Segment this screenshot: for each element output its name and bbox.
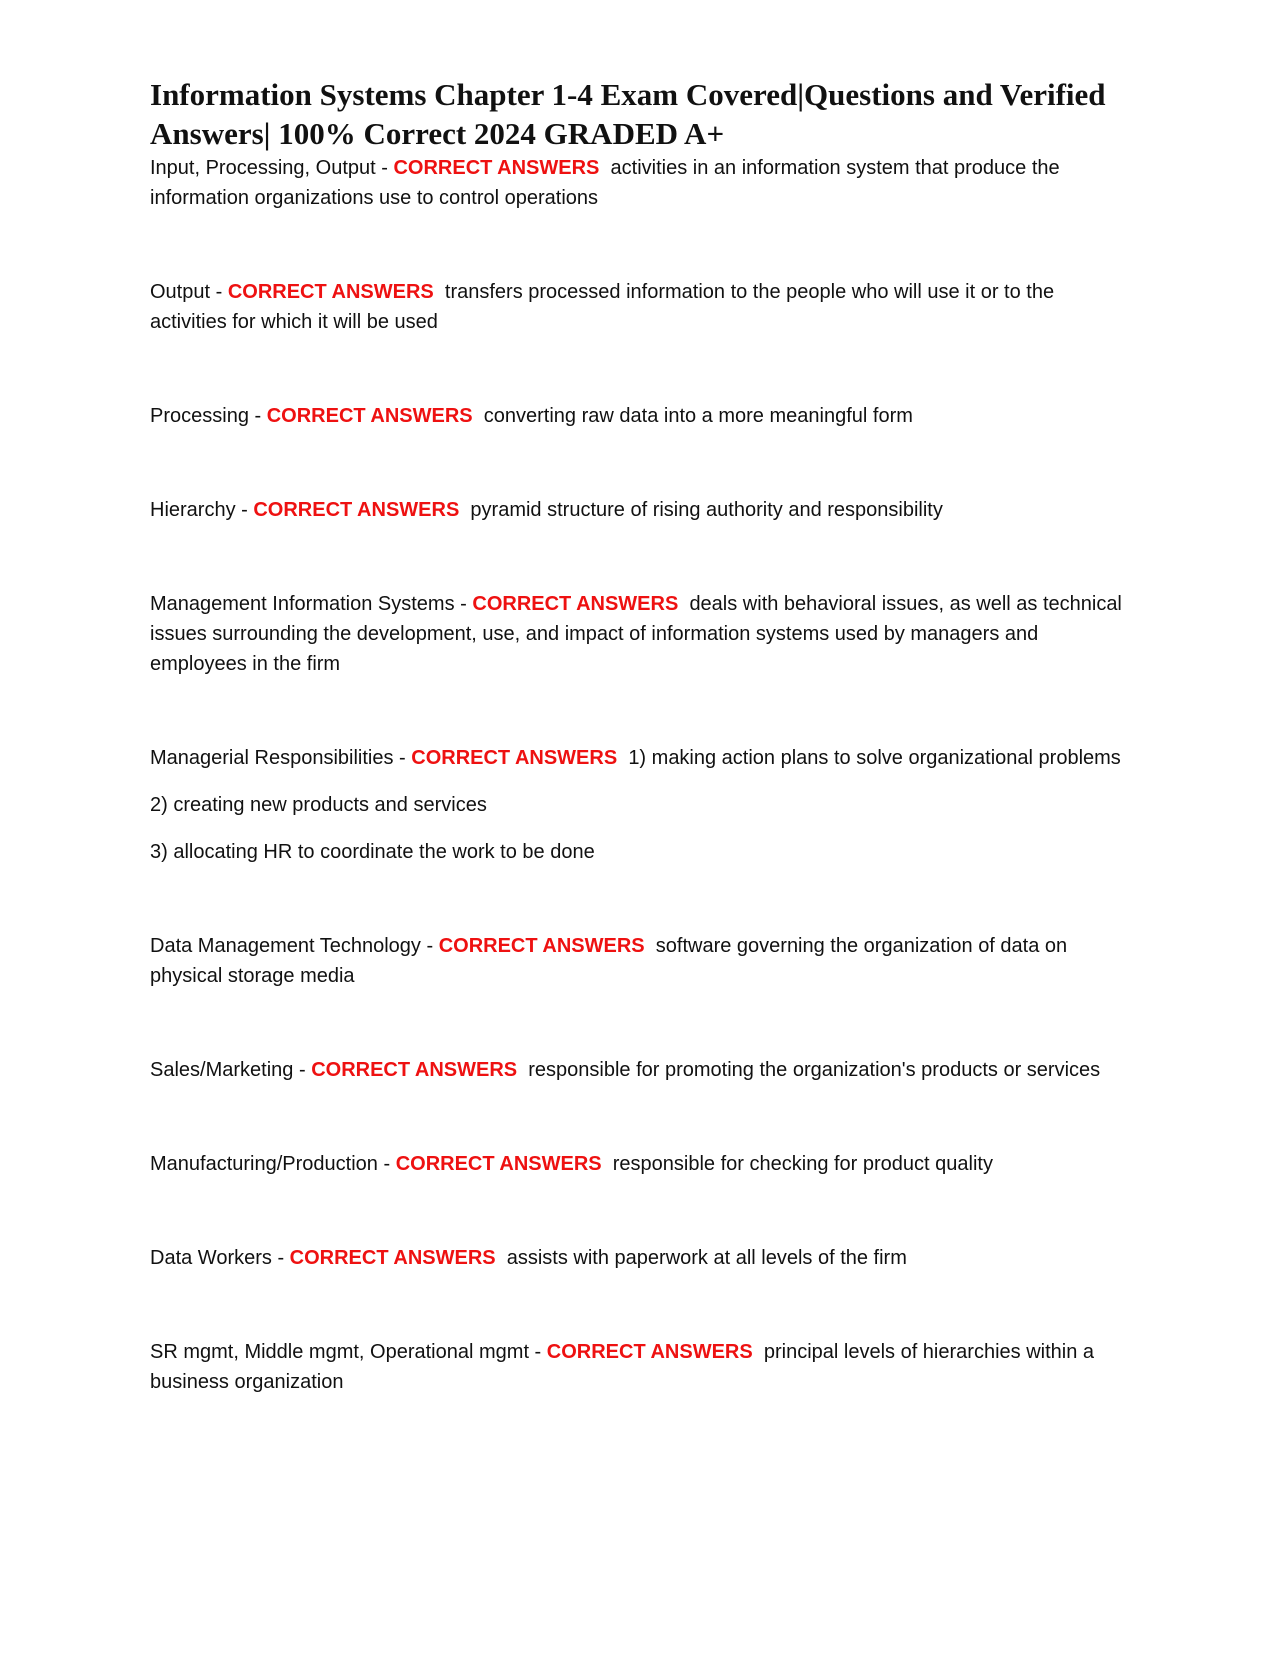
answer-tag: CORRECT ANSWERS (266, 405, 473, 427)
answer-tag: CORRECT ANSWERS (393, 157, 600, 179)
separator: - (271, 1247, 290, 1269)
qa-entry (150, 153, 1130, 213)
entry-term: Data Management Technology (150, 935, 421, 957)
separator (678, 593, 689, 615)
qa-entry (150, 1149, 1130, 1179)
separator: - (377, 1153, 396, 1175)
entry-term: Sales/Marketing (150, 1059, 294, 1081)
entry-term: Data Workers (150, 1247, 272, 1269)
answer-tag: CORRECT ANSWERS (289, 1247, 496, 1269)
qa-entry (150, 495, 1130, 525)
separator: - (293, 1059, 312, 1081)
separator: - (529, 1341, 547, 1363)
entry-definition: pyramid structure of rising authority and responsibility (470, 499, 943, 521)
qa-entry (150, 1055, 1130, 1085)
separator (617, 747, 628, 769)
page-title: Information Systems Chapter 1-4 Exam Covered|Questions and Verified Answers| 100% Correct 2024 GRADED A+ (150, 77, 1106, 151)
separator: - (420, 935, 439, 957)
entry-term: Input, Processing, Output (150, 157, 376, 179)
qa-line (150, 1337, 1130, 1397)
qa-line (150, 495, 1130, 525)
answer-tag: CORRECT ANSWERS (311, 1059, 518, 1081)
answer-tag: CORRECT ANSWERS (227, 281, 434, 303)
entry-extra-line: 3) allocating HR to coordinate the work to be done (150, 841, 595, 863)
qa-line (150, 401, 1130, 431)
entry-definition: principal levels of hierarchies within a business organization (150, 1341, 1094, 1393)
entry-definition: assists with paperwork at all levels of the firm (506, 1247, 907, 1269)
entry-definition: responsible for checking for product quality (612, 1153, 993, 1175)
entry-definition: 1) making action plans to solve organizational problems (628, 747, 1121, 769)
entry-term: Output (150, 281, 211, 303)
answer-tag: CORRECT ANSWERS (546, 1341, 753, 1363)
qa-entry (150, 743, 1130, 867)
qa-entry (150, 277, 1130, 337)
entry-term: Management Information Systems (150, 593, 455, 615)
answer-tag: CORRECT ANSWERS (395, 1153, 602, 1175)
entry-definition: transfers processed information to the people who will use it or to the activities for which it will be used (150, 281, 1055, 333)
separator (473, 405, 484, 427)
separator (599, 157, 610, 179)
document-page (150, 75, 1130, 1397)
qa-line (150, 931, 1130, 991)
separator (434, 281, 445, 303)
entry-extra-line: 2) creating new products and services (150, 794, 487, 816)
separator (517, 1059, 528, 1081)
qa-entry (150, 589, 1130, 679)
separator (459, 499, 470, 521)
entry-term: Manufacturing/Production (150, 1153, 378, 1175)
entry-definition: converting raw data into a more meaningful form (483, 405, 913, 427)
qa-entry (150, 1337, 1130, 1397)
qa-line (150, 153, 1130, 213)
entry-definition: software governing the organization of data on physical storage media (150, 935, 1068, 987)
answer-tag: CORRECT ANSWERS (253, 499, 460, 521)
qa-line (150, 1055, 1130, 1085)
qa-line (150, 743, 1130, 773)
separator (753, 1341, 764, 1363)
entry-definition: activities in an information system that produce the information organizations use to control operations (150, 157, 1060, 209)
separator (496, 1247, 507, 1269)
entry-term: SR mgmt, Middle mgmt, Operational mgmt (150, 1341, 529, 1363)
answer-tag: CORRECT ANSWERS (438, 935, 645, 957)
answer-tag: CORRECT ANSWERS (472, 593, 679, 615)
separator: - (235, 499, 254, 521)
qa-line (150, 1149, 1130, 1179)
qa-entry (150, 1243, 1130, 1273)
separator: - (375, 157, 394, 179)
qa-entry (150, 931, 1130, 991)
qa-entry (150, 401, 1130, 431)
entry-definition: responsible for promoting the organization's products or services (528, 1059, 1101, 1081)
separator (602, 1153, 613, 1175)
entry-definition: deals with behavioral issues, as well as technical issues surrounding the development, use, and impact of information systems used by managers and employees in the firm (150, 593, 1122, 675)
separator: - (454, 593, 473, 615)
qa-line (150, 589, 1130, 679)
separator: - (393, 747, 412, 769)
qa-list (150, 153, 1130, 1397)
qa-line (150, 277, 1130, 337)
separator: - (248, 405, 267, 427)
separator: - (210, 281, 228, 303)
separator (645, 935, 656, 957)
answer-tag: CORRECT ANSWERS (411, 747, 618, 769)
entry-term: Hierarchy (150, 499, 236, 521)
entry-term: Processing (150, 405, 249, 427)
entry-term: Managerial Responsibilities (150, 747, 394, 769)
qa-line (150, 1243, 1130, 1273)
